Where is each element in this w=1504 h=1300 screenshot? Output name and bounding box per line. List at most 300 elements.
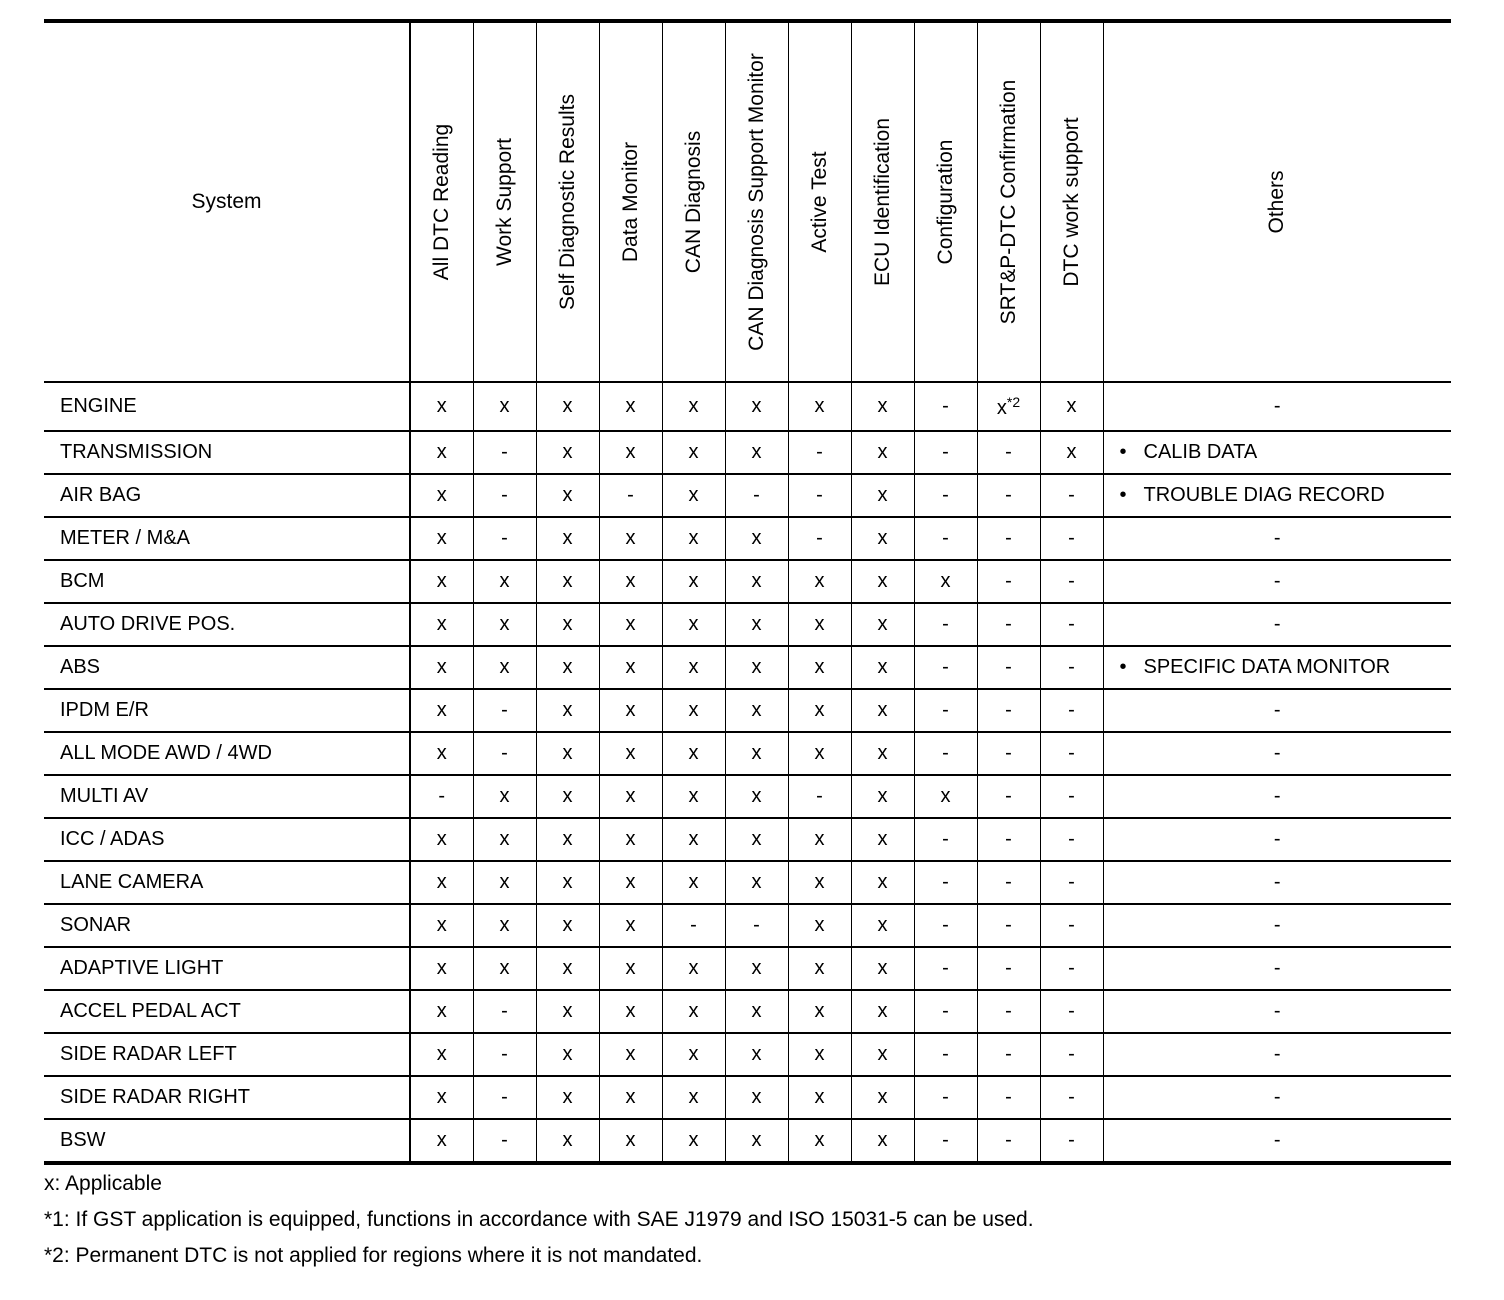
table-row <box>44 603 1451 646</box>
applicability-cell <box>1040 1033 1103 1076</box>
system-name-cell: AUTO DRIVE POS. <box>44 603 410 646</box>
applicability-cell <box>473 775 536 818</box>
column-header-dtc-work-support <box>1040 21 1103 382</box>
others-cell <box>1103 646 1451 689</box>
system-name-cell: IPDM E/R <box>44 689 410 732</box>
others-text: - <box>1273 742 1281 764</box>
applicability-mark: x <box>814 395 825 417</box>
applicability-cell <box>536 382 599 431</box>
applicability-cell <box>725 1033 788 1076</box>
others-text: - <box>1273 1000 1281 1022</box>
applicability-mark: x <box>877 785 888 807</box>
applicability-mark: - <box>1005 613 1012 635</box>
column-header-label: ECU Identification <box>870 117 894 287</box>
table-row <box>44 474 1451 517</box>
applicability-cell <box>662 1076 725 1119</box>
applicability-mark: x <box>562 484 573 506</box>
applicability-mark: x <box>625 441 636 463</box>
others-text: - <box>1273 527 1281 549</box>
applicability-cell <box>851 431 914 474</box>
applicability-cell <box>1040 431 1103 474</box>
applicability-cell <box>473 990 536 1033</box>
applicability-mark: x <box>688 699 699 721</box>
applicability-mark: x <box>814 914 825 936</box>
applicability-mark: - <box>1005 699 1012 721</box>
applicability-cell <box>914 560 977 603</box>
applicability-cell <box>851 732 914 775</box>
applicability-mark: x <box>688 484 699 506</box>
applicability-mark: - <box>1005 484 1012 506</box>
column-header-label: Work Support <box>492 138 516 266</box>
applicability-mark: - <box>1068 957 1075 979</box>
applicability-mark: x <box>814 1000 825 1022</box>
applicability-mark: x <box>499 871 510 893</box>
applicability-mark: x <box>436 613 447 635</box>
applicability-mark: x <box>940 570 951 592</box>
others-cell <box>1103 603 1451 646</box>
applicability-mark: - <box>942 914 949 936</box>
applicability-cell <box>662 517 725 560</box>
applicability-cell <box>788 517 851 560</box>
applicability-mark: - <box>1005 527 1012 549</box>
footnotes <box>44 1166 1034 1274</box>
applicability-cell <box>599 947 662 990</box>
applicability-mark: - <box>942 871 949 893</box>
applicability-cell <box>977 947 1040 990</box>
applicability-mark: x <box>436 957 447 979</box>
applicability-mark: x <box>814 1086 825 1108</box>
applicability-mark: x <box>436 527 447 549</box>
column-header-srt-p-dtc-confirmation <box>977 21 1040 382</box>
applicability-cell <box>788 560 851 603</box>
others-text: - <box>1273 613 1281 635</box>
applicability-cell <box>725 646 788 689</box>
applicability-cell <box>599 818 662 861</box>
applicability-cell <box>662 603 725 646</box>
applicability-mark: x <box>625 1086 636 1108</box>
applicability-cell <box>977 818 1040 861</box>
applicability-mark: - <box>1068 1086 1075 1108</box>
applicability-cell <box>914 732 977 775</box>
applicability-mark: - <box>1005 957 1012 979</box>
column-header-label: CAN Diagnosis Support Monitor <box>744 53 768 351</box>
applicability-mark: x <box>751 1129 762 1151</box>
column-header-label: Active Test <box>807 151 831 253</box>
applicability-cell <box>1040 517 1103 560</box>
applicability-mark: x <box>688 1043 699 1065</box>
applicability-mark: x <box>688 570 699 592</box>
applicability-mark: x <box>814 828 825 850</box>
system-name-cell: SIDE RADAR RIGHT <box>44 1076 410 1119</box>
column-header-label: Others <box>1265 170 1289 234</box>
applicability-cell <box>914 382 977 431</box>
table-row <box>44 947 1451 990</box>
applicability-cell <box>725 947 788 990</box>
applicability-cell <box>977 732 1040 775</box>
applicability-cell <box>536 1076 599 1119</box>
applicability-mark: x <box>562 828 573 850</box>
applicability-cell <box>725 1119 788 1163</box>
applicability-cell <box>851 1119 914 1163</box>
applicability-cell <box>599 474 662 517</box>
others-text: - <box>1273 1086 1281 1108</box>
applicability-cell <box>725 689 788 732</box>
applicability-mark: x <box>436 1000 447 1022</box>
applicability-cell <box>473 474 536 517</box>
applicability-cell <box>725 603 788 646</box>
applicability-cell <box>725 1076 788 1119</box>
applicability-cell <box>788 689 851 732</box>
applicability-mark: x <box>814 699 825 721</box>
applicability-cell <box>410 603 473 646</box>
applicability-cell <box>410 990 473 1033</box>
applicability-mark: - <box>1005 785 1012 807</box>
applicability-cell <box>599 382 662 431</box>
column-header-data-monitor <box>599 21 662 382</box>
applicability-mark: - <box>501 484 508 506</box>
applicability-mark: - <box>1005 742 1012 764</box>
column-header-work-support <box>473 21 536 382</box>
applicability-cell <box>536 947 599 990</box>
applicability-mark: - <box>942 613 949 635</box>
applicability-cell <box>914 818 977 861</box>
applicability-cell <box>788 474 851 517</box>
system-name-cell: METER / M&A <box>44 517 410 560</box>
table-row <box>44 431 1451 474</box>
applicability-cell <box>1040 990 1103 1033</box>
applicability-cell <box>536 818 599 861</box>
applicability-cell <box>536 732 599 775</box>
applicability-mark: x <box>751 871 762 893</box>
system-name-cell: ENGINE <box>44 382 410 431</box>
applicability-cell <box>725 990 788 1033</box>
applicability-cell <box>914 861 977 904</box>
table-row <box>44 1033 1451 1076</box>
applicability-cell <box>977 1076 1040 1119</box>
applicability-mark: x <box>562 570 573 592</box>
applicability-mark: x <box>625 656 636 678</box>
applicability-mark: - <box>1068 742 1075 764</box>
applicability-cell <box>914 1076 977 1119</box>
applicability-mark: x <box>625 570 636 592</box>
applicability-mark: x <box>625 1129 636 1151</box>
applicability-cell <box>473 1033 536 1076</box>
applicability-cell <box>536 431 599 474</box>
applicability-cell <box>410 1119 473 1163</box>
applicability-mark: x <box>877 527 888 549</box>
applicability-mark: x <box>625 785 636 807</box>
applicability-cell <box>536 560 599 603</box>
applicability-mark: x <box>814 570 825 592</box>
applicability-mark: - <box>501 1086 508 1108</box>
applicability-cell <box>977 431 1040 474</box>
applicability-mark: - <box>1068 1043 1075 1065</box>
applicability-cell <box>599 990 662 1033</box>
applicability-cell <box>914 904 977 947</box>
applicability-mark: x <box>499 570 510 592</box>
applicability-mark: x <box>436 395 447 417</box>
applicability-mark: x <box>751 699 762 721</box>
others-cell <box>1103 431 1451 474</box>
applicability-mark: x <box>751 656 762 678</box>
applicability-mark: x <box>877 1086 888 1108</box>
applicability-cell <box>914 1033 977 1076</box>
applicability-mark: - <box>501 441 508 463</box>
applicability-cell <box>473 861 536 904</box>
applicability-mark: - <box>1005 570 1012 592</box>
others-text: - <box>1273 871 1281 893</box>
applicability-mark: x <box>562 785 573 807</box>
table-row <box>44 1119 1451 1163</box>
column-header-all-dtc-reading <box>410 21 473 382</box>
applicability-mark: - <box>942 484 949 506</box>
applicability-cell <box>851 517 914 560</box>
applicability-cell <box>536 603 599 646</box>
applicability-cell <box>410 474 473 517</box>
applicability-mark: x <box>499 914 510 936</box>
column-header-active-test <box>788 21 851 382</box>
applicability-mark: - <box>753 484 760 506</box>
applicability-cell <box>410 689 473 732</box>
applicability-mark: x <box>436 699 447 721</box>
applicability-cell <box>473 818 536 861</box>
system-name-cell: ADAPTIVE LIGHT <box>44 947 410 990</box>
applicability-mark: - <box>1068 1000 1075 1022</box>
applicability-mark: x <box>877 828 888 850</box>
applicability-cell <box>914 775 977 818</box>
system-name-cell: AIR BAG <box>44 474 410 517</box>
applicability-cell <box>410 775 473 818</box>
header-row <box>44 21 1451 382</box>
applicability-mark: x <box>562 1086 573 1108</box>
applicability-cell <box>977 517 1040 560</box>
applicability-cell <box>788 603 851 646</box>
applicability-cell <box>1040 1076 1103 1119</box>
others-cell <box>1103 689 1451 732</box>
applicability-mark: x <box>751 1043 762 1065</box>
applicability-cell <box>977 382 1040 431</box>
applicability-mark: x <box>814 957 825 979</box>
applicability-cell <box>473 560 536 603</box>
applicability-mark: x <box>877 957 888 979</box>
applicability-cell <box>662 775 725 818</box>
column-header-label: Data Monitor <box>618 141 642 263</box>
others-cell <box>1103 904 1451 947</box>
applicability-cell <box>725 382 788 431</box>
applicability-mark: x <box>625 527 636 549</box>
applicability-mark: x <box>751 527 762 549</box>
applicability-cell <box>851 689 914 732</box>
applicability-mark: x <box>751 613 762 635</box>
others-cell <box>1103 861 1451 904</box>
applicability-cell <box>536 474 599 517</box>
applicability-mark: x <box>688 656 699 678</box>
bullet-icon: • <box>1119 484 1127 506</box>
applicability-mark: - <box>501 1000 508 1022</box>
applicability-mark: x <box>625 1000 636 1022</box>
applicability-mark: x <box>814 1129 825 1151</box>
applicability-mark: - <box>753 914 760 936</box>
applicability-cell <box>1040 646 1103 689</box>
applicability-mark: x <box>688 785 699 807</box>
applicability-mark: - <box>1068 699 1075 721</box>
applicability-cell <box>725 474 788 517</box>
others-cell <box>1103 990 1451 1033</box>
applicability-cell <box>599 1076 662 1119</box>
applicability-mark: x <box>625 395 636 417</box>
applicability-mark: - <box>1005 1043 1012 1065</box>
table-row <box>44 1076 1451 1119</box>
applicability-mark: x <box>1066 441 1077 463</box>
applicability-mark: x <box>499 395 510 417</box>
applicability-cell <box>410 861 473 904</box>
others-cell <box>1103 775 1451 818</box>
column-header-configuration <box>914 21 977 382</box>
applicability-cell <box>410 517 473 560</box>
applicability-cell <box>914 646 977 689</box>
applicability-mark: x <box>625 742 636 764</box>
system-name-cell: LANE CAMERA <box>44 861 410 904</box>
applicability-cell <box>599 1033 662 1076</box>
footnote-1: *1: If GST application is equipped, functions in accordance with SAE J1979 and ISO 15031-5 can be used. <box>44 1208 1034 1231</box>
applicability-cell <box>662 689 725 732</box>
applicability-cell <box>662 861 725 904</box>
applicability-mark: x <box>625 914 636 936</box>
others-cell <box>1103 560 1451 603</box>
applicability-mark: x <box>877 1000 888 1022</box>
applicability-cell <box>662 431 725 474</box>
applicability-cell <box>1040 474 1103 517</box>
others-text: - <box>1273 570 1281 592</box>
applicability-mark: x <box>436 484 447 506</box>
others-text: CALIB DATA <box>1143 441 1258 463</box>
applicability-mark: x <box>562 1043 573 1065</box>
system-column-header: System <box>44 21 410 382</box>
applicability-cell <box>725 560 788 603</box>
applicability-mark: x <box>499 656 510 678</box>
applicability-mark: x <box>751 395 762 417</box>
applicability-cell <box>599 560 662 603</box>
applicability-cell <box>662 560 725 603</box>
applicability-mark: x <box>688 742 699 764</box>
applicability-mark: - <box>942 1129 949 1151</box>
applicability-mark: x <box>688 871 699 893</box>
applicability-cell <box>1040 904 1103 947</box>
applicability-mark: x <box>625 828 636 850</box>
others-text: - <box>1273 1043 1281 1065</box>
others-cell <box>1103 474 1451 517</box>
applicability-cell <box>851 646 914 689</box>
applicability-cell <box>536 646 599 689</box>
applicability-mark: - <box>942 395 949 417</box>
applicability-mark: x <box>751 441 762 463</box>
applicability-mark: - <box>816 441 823 463</box>
applicability-cell <box>1040 861 1103 904</box>
applicability-mark: x <box>562 527 573 549</box>
applicability-mark: x <box>877 742 888 764</box>
applicability-mark: x <box>751 570 762 592</box>
applicability-mark: x <box>625 957 636 979</box>
applicability-mark: x <box>562 871 573 893</box>
applicability-mark: - <box>1068 484 1075 506</box>
others-cell <box>1103 1033 1451 1076</box>
applicability-cell <box>914 947 977 990</box>
applicability-cell <box>536 990 599 1033</box>
applicability-mark: x <box>436 871 447 893</box>
applicability-cell <box>536 689 599 732</box>
applicability-cell <box>914 990 977 1033</box>
applicability-cell <box>536 861 599 904</box>
applicability-mark: - <box>1005 871 1012 893</box>
applicability-cell <box>1040 775 1103 818</box>
system-name-cell: SONAR <box>44 904 410 947</box>
table-row <box>44 560 1451 603</box>
applicability-cell <box>662 947 725 990</box>
applicability-cell <box>725 904 788 947</box>
applicability-mark: x <box>436 1086 447 1108</box>
applicability-cell <box>410 1033 473 1076</box>
applicability-mark: x <box>688 1000 699 1022</box>
bullet-icon: • <box>1119 656 1127 678</box>
applicability-cell <box>851 818 914 861</box>
applicability-cell <box>536 904 599 947</box>
applicability-mark: - <box>942 742 949 764</box>
applicability-mark: x <box>625 871 636 893</box>
applicability-cell <box>662 1033 725 1076</box>
applicability-mark: - <box>690 914 697 936</box>
bullet-icon: • <box>1119 441 1127 463</box>
applicability-mark: x <box>562 441 573 463</box>
applicability-mark: - <box>1005 828 1012 850</box>
applicability-mark: x <box>436 1129 447 1151</box>
applicability-mark: x <box>688 613 699 635</box>
others-cell <box>1103 382 1451 431</box>
applicability-cell <box>410 1076 473 1119</box>
applicability-cell <box>851 947 914 990</box>
applicability-cell <box>599 603 662 646</box>
applicability-cell <box>1040 689 1103 732</box>
footnote-legend: x: Applicable <box>44 1172 162 1195</box>
applicability-mark: x <box>996 396 1007 419</box>
table-row <box>44 382 1451 431</box>
applicability-mark: x <box>625 1043 636 1065</box>
applicability-mark: - <box>942 656 949 678</box>
applicability-mark: x <box>562 395 573 417</box>
system-name-cell: MULTI AV <box>44 775 410 818</box>
applicability-cell <box>662 732 725 775</box>
applicability-cell <box>788 1033 851 1076</box>
applicability-cell <box>788 904 851 947</box>
applicability-cell <box>788 1119 851 1163</box>
applicability-mark: - <box>816 527 823 549</box>
applicability-mark: - <box>942 1043 949 1065</box>
applicability-cell <box>788 775 851 818</box>
applicability-mark: x <box>877 914 888 936</box>
others-text: - <box>1273 914 1281 936</box>
others-cell <box>1103 947 1451 990</box>
applicability-cell <box>599 517 662 560</box>
system-name-cell: ALL MODE AWD / 4WD <box>44 732 410 775</box>
applicability-cell <box>851 1076 914 1119</box>
applicability-mark: x <box>625 699 636 721</box>
applicability-mark: x <box>688 441 699 463</box>
applicability-mark: x <box>436 1043 447 1065</box>
system-name-cell: BSW <box>44 1119 410 1163</box>
table-row <box>44 689 1451 732</box>
applicability-mark: - <box>501 527 508 549</box>
applicability-cell <box>599 732 662 775</box>
applicability-mark: - <box>1068 656 1075 678</box>
